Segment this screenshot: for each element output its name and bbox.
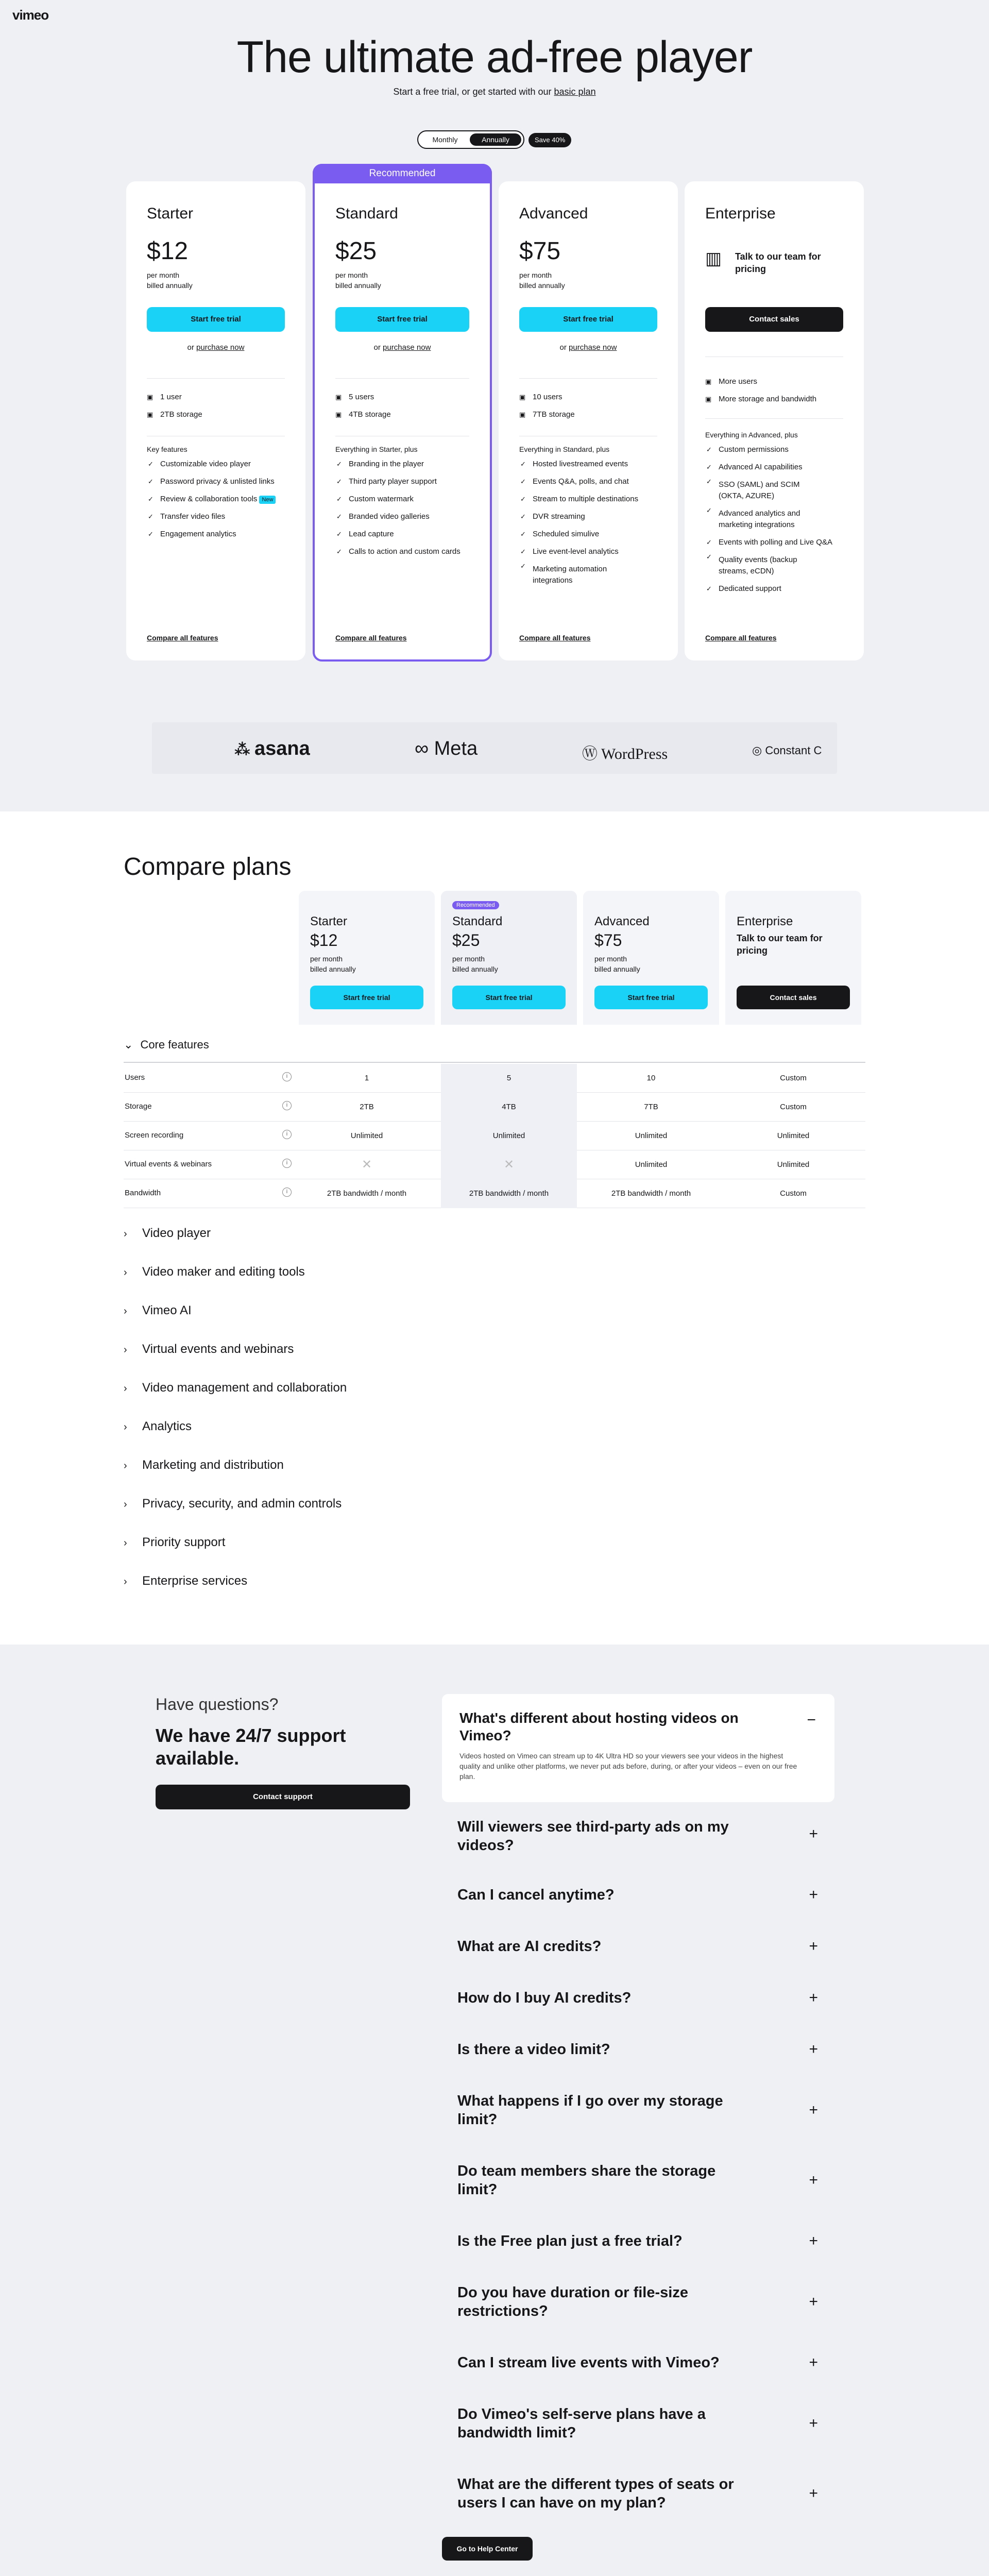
constant-contact-icon: ◎ — [752, 744, 765, 757]
faq-item[interactable] — [457, 2232, 818, 2250]
faq-question: Is the Free plan just a free trial? — [457, 2233, 683, 2249]
billing-note: billed annually — [519, 281, 565, 290]
plus-icon: + — [809, 1938, 818, 1955]
plan-allowances — [335, 388, 469, 423]
feature-item: ✓ Customizable video player — [147, 455, 285, 473]
help-center-button[interactable]: Go to Help Center — [442, 2537, 533, 2561]
plan-card-advanced — [499, 181, 678, 660]
info-icon[interactable]: i — [282, 1159, 292, 1168]
per-month: per month — [335, 271, 368, 279]
accordion-label: Marketing and distribution — [142, 1458, 284, 1472]
cell: 2TB bandwidth / month — [611, 1189, 691, 1198]
feature-item: ✓ Custom watermark — [335, 490, 469, 508]
col-plan-name: Advanced — [594, 914, 650, 928]
accordion-label: Video maker and editing tools — [142, 1265, 305, 1279]
faq-question: Can I cancel anytime? — [457, 1887, 615, 1903]
building-icon: ▥ — [705, 249, 722, 268]
divider — [335, 378, 469, 379]
faq-eyebrow: Have questions? — [156, 1695, 279, 1714]
feature-item: ✓ Hosted livestreamed events — [519, 455, 657, 473]
accordion-video-player[interactable] — [124, 1226, 211, 1241]
chevron-right-icon: › — [124, 1460, 127, 1471]
cell: Unlimited — [777, 1131, 810, 1140]
chevron-right-icon: › — [124, 1228, 127, 1240]
price-period — [335, 270, 469, 291]
accordion-priority-support[interactable] — [124, 1535, 225, 1550]
accordion-analytics[interactable] — [124, 1419, 192, 1434]
plus-icon: + — [809, 2102, 818, 2119]
compare-all-features-link[interactable]: Compare all features — [705, 634, 777, 642]
cell: 7TB — [644, 1103, 658, 1111]
cell: 2TB bandwidth / month — [327, 1189, 407, 1198]
faq-item[interactable] — [457, 2162, 818, 2199]
compare-col-enterprise — [725, 891, 861, 1025]
feature-item: ✓ Live event-level analytics — [519, 543, 657, 561]
feature-item: ✓ Calls to action and custom cards — [335, 543, 469, 561]
feature-item: ✓ SSO (SAML) and SCIM (OKTA, AZURE) — [705, 476, 843, 505]
plus-icon: + — [809, 2293, 818, 2310]
plan-allowances — [705, 373, 843, 408]
subtitle-text: Start a free trial, or get started with our — [393, 87, 554, 97]
faq-item[interactable] — [457, 1989, 818, 2007]
features-title: Everything in Starter, plus — [335, 445, 418, 453]
talk-to-team — [705, 248, 843, 279]
cell: 10 — [646, 1074, 656, 1082]
chevron-right-icon: › — [124, 1267, 127, 1278]
cell: Unlimited — [635, 1131, 668, 1140]
feature-item: ✓ Advanced AI capabilities — [705, 459, 843, 476]
price-period — [519, 270, 657, 291]
faq-question: What are the different types of seats or users I can have on my plan? — [457, 2476, 734, 2511]
accordion-label: Analytics — [142, 1419, 192, 1433]
save-badge: Save 40% — [528, 133, 571, 147]
divider — [705, 418, 843, 419]
cell: Unlimited — [441, 1122, 577, 1150]
feature-list — [147, 455, 285, 543]
compare-all-features-link[interactable]: Compare all features — [519, 634, 591, 642]
accordion-label: Enterprise services — [142, 1574, 248, 1588]
col-period — [452, 954, 566, 974]
row-label: Users — [125, 1073, 145, 1082]
page-subtitle — [0, 87, 989, 97]
constant-contact-logo — [752, 744, 822, 757]
faq-item[interactable] — [457, 2283, 818, 2320]
page-title: The ultimate ad-free player — [236, 32, 753, 82]
toggle-monthly[interactable]: Monthly — [432, 135, 458, 144]
plus-icon: + — [809, 1825, 818, 1842]
users-item: ▣ 5 users — [335, 388, 469, 406]
faq-item[interactable] — [457, 2405, 818, 2442]
faq-question: Do team members share the storage limit? — [457, 2163, 716, 2198]
wordpress-logo — [582, 741, 668, 764]
accordion-label: Virtual events and webinars — [142, 1342, 294, 1356]
cell: 2TB — [360, 1103, 374, 1111]
per-month: per month — [147, 271, 180, 279]
meta-logo — [415, 738, 478, 760]
cross-icon: ✕ — [441, 1150, 577, 1179]
section-title: Core features — [140, 1038, 209, 1051]
faq-section — [0, 1645, 989, 2576]
start-free-trial-button[interactable]: Start free trial — [147, 307, 285, 332]
plan-allowances — [147, 388, 285, 423]
chevron-right-icon: › — [124, 1576, 127, 1587]
faq-question: What's different about hosting videos on Vimeo? — [459, 1710, 739, 1743]
cell: Unlimited — [635, 1160, 668, 1169]
compare-col-starter — [299, 891, 435, 1025]
section-core-features[interactable] — [124, 1038, 209, 1052]
accordion-label: Video management and collaboration — [142, 1381, 347, 1395]
chevron-right-icon: › — [124, 1499, 127, 1510]
row-label: Virtual events & webinars — [125, 1160, 212, 1168]
faq-question: How do I buy AI credits? — [457, 1990, 632, 2006]
chevron-right-icon: › — [124, 1537, 127, 1549]
accordion-privacy[interactable] — [124, 1497, 342, 1511]
feature-item: ✓ Events with polling and Live Q&A — [705, 534, 843, 551]
recommended-banner: Recommended — [313, 164, 492, 183]
divider — [124, 1062, 865, 1063]
plan-card-starter — [126, 181, 305, 660]
accordion-label: Priority support — [142, 1535, 226, 1549]
plan-name: Standard — [335, 205, 398, 222]
feature-item: ✓ Third party player support — [335, 473, 469, 490]
faq-item[interactable] — [457, 2475, 818, 2512]
users-item: ▣ More users — [705, 373, 843, 391]
pricing-hero — [0, 0, 989, 811]
compare-plans-section — [0, 811, 989, 1645]
col-plan-name: Starter — [310, 914, 348, 928]
billing-note: billed annually — [335, 281, 381, 290]
new-badge: New — [259, 496, 276, 504]
table-row — [124, 1150, 865, 1179]
customer-logos — [152, 722, 837, 774]
divider — [147, 378, 285, 379]
cell: 5 — [441, 1064, 577, 1093]
plus-icon: + — [809, 2041, 818, 2058]
per-month: per month — [452, 955, 485, 963]
purchase-now-link[interactable]: purchase now — [196, 343, 245, 352]
vimeo-logo[interactable]: vimeo — [12, 7, 49, 23]
features-title: Everything in Advanced, plus — [705, 431, 798, 439]
constant-contact-wordmark: Constant C — [765, 744, 822, 757]
purchase-now-link[interactable]: purchase now — [383, 343, 431, 352]
minus-icon[interactable]: − — [807, 1711, 816, 1728]
chevron-down-icon: ⌄ — [124, 1038, 133, 1051]
feature-item: ✓ Advanced analytics and marketing integrations — [705, 505, 843, 534]
feature-item: ✓ Lead capture — [335, 526, 469, 543]
feature-item: ✓ Stream to multiple destinations — [519, 490, 657, 508]
billing-note: billed annually — [147, 281, 193, 290]
feature-list — [705, 441, 843, 598]
start-free-trial-button[interactable]: Start free trial — [519, 307, 657, 332]
feature-item: ✓ Transfer video files — [147, 508, 285, 526]
plus-icon: + — [809, 2415, 818, 2432]
start-free-trial-button[interactable]: Start free trial — [310, 986, 423, 1009]
asana-dots-icon: ⁂ — [234, 741, 255, 758]
cell: Custom — [780, 1189, 807, 1198]
billing-toggle[interactable] — [417, 130, 524, 149]
start-free-trial-button[interactable]: Start free trial — [594, 986, 708, 1009]
cross-icon: ✕ — [361, 1158, 372, 1172]
users-item: ▣ 10 users — [519, 388, 657, 406]
table-row — [124, 1122, 865, 1150]
storage-item: ▣ 4TB storage — [335, 406, 469, 423]
col-plan-price: $75 — [594, 931, 622, 950]
billing-note: billed annually — [452, 965, 498, 973]
faq-question: Can I stream live events with Vimeo? — [457, 2354, 720, 2371]
table-row — [124, 1179, 865, 1208]
or-text: or — [187, 343, 194, 352]
cell: 1 — [364, 1074, 369, 1082]
col-plan-price: $12 — [310, 931, 338, 950]
or-text: or — [559, 343, 567, 352]
feature-item: ✓ Marketing automation integrations — [519, 561, 657, 586]
plan-price: $75 — [519, 238, 561, 265]
plus-icon: + — [809, 1989, 818, 2006]
info-icon[interactable]: i — [282, 1101, 292, 1110]
col-plan-name: Enterprise — [737, 914, 793, 928]
per-month: per month — [594, 955, 627, 963]
cell: 2TB bandwidth / month — [441, 1179, 577, 1208]
plus-icon: + — [809, 2172, 818, 2189]
faq-question: Do you have duration or file-size restrictions? — [457, 2284, 688, 2319]
features-title: Everything in Standard, plus — [519, 445, 610, 453]
accordion-virtual-events[interactable] — [124, 1342, 294, 1357]
faq-item[interactable] — [457, 1937, 818, 1956]
contact-sales-button[interactable]: Contact sales — [737, 986, 850, 1009]
purchase-row — [335, 343, 469, 352]
accordion-vimeo-ai[interactable] — [124, 1303, 192, 1318]
col-plan-name: Standard — [452, 914, 503, 928]
accordion-enterprise-services[interactable] — [124, 1574, 247, 1588]
faq-question: Will viewers see third-party ads on my videos? — [457, 1819, 729, 1854]
recommended-pill: Recommended — [452, 901, 499, 909]
accordion-video-maker[interactable] — [124, 1265, 305, 1279]
info-icon[interactable]: i — [282, 1072, 292, 1081]
basic-plan-link[interactable]: basic plan — [554, 87, 596, 97]
asana-logo — [234, 738, 310, 760]
billing-note: billed annually — [310, 965, 356, 973]
plan-allowances — [519, 388, 657, 423]
table-row — [124, 1093, 865, 1122]
purchase-now-link[interactable]: purchase now — [569, 343, 617, 352]
compare-col-advanced — [583, 891, 719, 1025]
info-icon[interactable]: i — [282, 1188, 292, 1197]
info-icon[interactable]: i — [282, 1130, 292, 1139]
faq-item[interactable] — [457, 1886, 818, 1904]
compare-all-features-link[interactable]: Compare all features — [335, 634, 407, 642]
faq-item[interactable] — [457, 1818, 818, 1855]
purchase-row — [519, 343, 657, 352]
faq-answer: Videos hosted on Vimeo can stream up to 4K Ultra HD so your viewers see your videos in the highest quality and unlike other platforms, we never put ads before, during, or after your videos – even on our free plan. — [459, 1752, 797, 1781]
compare-col-standard — [441, 891, 577, 1025]
plan-card-enterprise — [685, 181, 864, 660]
chevron-right-icon: › — [124, 1344, 127, 1355]
faq-heading: We have 24/7 support available. — [156, 1725, 346, 1769]
plus-icon: + — [809, 1886, 818, 1903]
feature-item: ✓ Dedicated support — [705, 580, 843, 598]
col-talk-text: Talk to our team for pricing — [737, 933, 823, 956]
plan-name: Enterprise — [705, 205, 776, 222]
contact-sales-button[interactable]: Contact sales — [705, 307, 843, 332]
feature-list — [519, 455, 657, 586]
accordion-marketing[interactable] — [124, 1458, 284, 1472]
wordpress-w-icon: Ⓦ — [582, 745, 601, 762]
storage-item: ▣ 7TB storage — [519, 406, 657, 423]
accordion-label: Video player — [142, 1226, 211, 1240]
feature-item: ✓ Events Q&A, polls, and chat — [519, 473, 657, 490]
table-row — [124, 1064, 865, 1093]
accordion-label: Vimeo AI — [142, 1303, 192, 1317]
start-free-trial-button[interactable]: Start free trial — [335, 307, 469, 332]
users-item: ▣ 1 user — [147, 388, 285, 406]
accordion-label: Privacy, security, and admin controls — [142, 1497, 342, 1511]
toggle-annually[interactable]: Annually — [470, 133, 521, 146]
plan-name: Starter — [147, 205, 194, 222]
feature-item: ✓ Custom permissions — [705, 441, 843, 459]
billing-note: billed annually — [594, 965, 640, 973]
faq-question: Is there a video limit? — [457, 2041, 610, 2058]
plus-icon: + — [809, 2485, 818, 2502]
start-free-trial-button[interactable]: Start free trial — [452, 986, 566, 1009]
faq-question: Do Vimeo's self-serve plans have a bandwidth limit? — [457, 2406, 706, 2441]
feature-item — [147, 490, 285, 508]
plan-card-standard — [313, 164, 492, 662]
faq-item-open[interactable] — [442, 1694, 834, 1802]
wordpress-wordmark: WordPress — [601, 745, 668, 762]
feature-item: ✓ DVR streaming — [519, 508, 657, 526]
recommended-pill-wrap — [452, 900, 566, 909]
col-plan-price: $25 — [452, 931, 480, 950]
talk-text: Talk to our team for pricing — [735, 251, 821, 274]
feature-item: ✓ Engagement analytics — [147, 526, 285, 543]
faq-question: What are AI credits? — [457, 1938, 602, 1955]
storage-item: ▣ More storage and bandwidth — [705, 391, 843, 408]
feature-item: ✓ Branded video galleries — [335, 508, 469, 526]
faq-item[interactable] — [457, 2040, 818, 2059]
col-period — [310, 954, 423, 974]
feature-list — [335, 455, 469, 561]
feature-text: Review & collaboration tools — [160, 495, 258, 503]
row-label: Bandwidth — [125, 1189, 161, 1197]
feature-item: ✓ Quality events (backup streams, eCDN) — [705, 551, 843, 580]
purchase-row — [147, 343, 285, 352]
meta-wordmark: Meta — [434, 738, 478, 759]
row-label: Storage — [125, 1102, 152, 1111]
cell: Unlimited — [350, 1131, 383, 1140]
feature-item: ✓ Scheduled simulive — [519, 526, 657, 543]
meta-infinity-icon: ∞ — [415, 738, 434, 759]
chevron-right-icon: › — [124, 1421, 127, 1433]
feature-item: ✓ Branding in the player — [335, 455, 469, 473]
cell: Custom — [780, 1103, 807, 1111]
chevron-right-icon: › — [124, 1383, 127, 1394]
compare-all-features-link[interactable]: Compare all features — [147, 634, 218, 642]
compare-title: Compare plans — [124, 853, 292, 880]
accordion-video-management[interactable] — [124, 1381, 347, 1395]
per-month: per month — [310, 955, 343, 963]
price-period — [147, 270, 285, 291]
cell: 4TB — [441, 1093, 577, 1122]
cell: Unlimited — [777, 1160, 810, 1169]
asana-wordmark: asana — [254, 738, 310, 759]
contact-support-button[interactable]: Contact support — [156, 1785, 410, 1809]
per-month: per month — [519, 271, 552, 279]
plus-icon: + — [809, 2232, 818, 2249]
faq-question: What happens if I go over my storage limit? — [457, 2093, 723, 2128]
features-title: Key features — [147, 445, 187, 453]
col-period — [594, 954, 708, 974]
plan-price: $25 — [335, 238, 377, 265]
plan-price: $12 — [147, 238, 189, 265]
chevron-right-icon: › — [124, 1306, 127, 1317]
faq-item[interactable] — [457, 2353, 818, 2372]
row-label: Screen recording — [125, 1131, 184, 1140]
or-text: or — [373, 343, 381, 352]
divider — [519, 378, 657, 379]
cell: Custom — [780, 1074, 807, 1082]
plan-name: Advanced — [519, 205, 588, 222]
storage-item: ▣ 2TB storage — [147, 406, 285, 423]
plus-icon: + — [809, 2354, 818, 2371]
feature-item: ✓ Password privacy & unlisted links — [147, 473, 285, 490]
faq-item[interactable] — [457, 2092, 818, 2129]
